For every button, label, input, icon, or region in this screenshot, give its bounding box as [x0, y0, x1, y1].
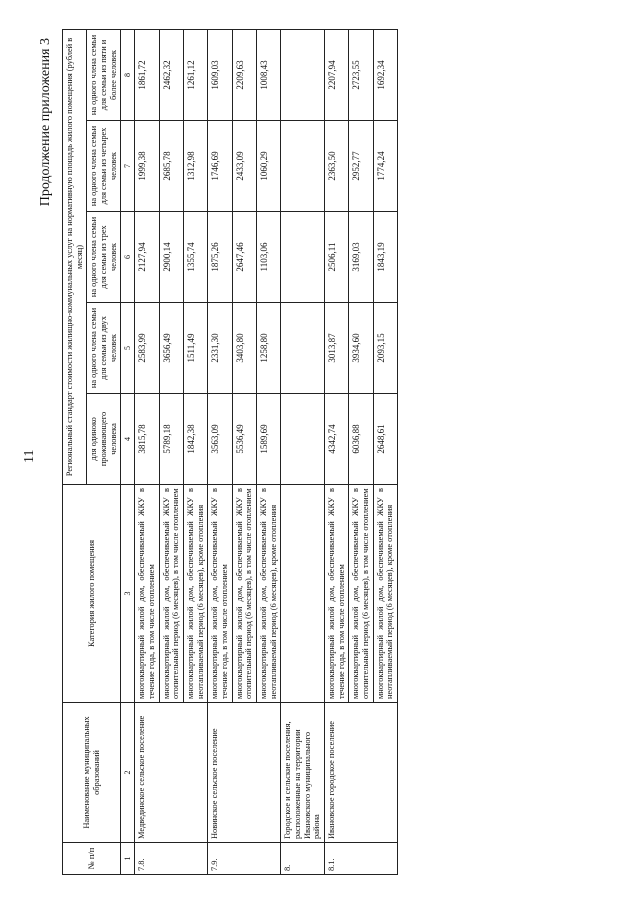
row-category: многоквартирный жилой дом, обеспечиваемый ЖКУ в течение года, в том числе отоплением [135, 485, 159, 703]
col-number-7: 7 [121, 121, 135, 212]
row-value-2: 1258,80 [257, 303, 281, 394]
row-value-5: 2723,55 [349, 30, 373, 121]
row-value-1: 3815,78 [135, 394, 159, 485]
col-number-1: 1 [121, 843, 135, 875]
page-number: 11 [22, 449, 37, 463]
table-row [373, 30, 397, 875]
row-value-4: 1999,38 [135, 121, 159, 212]
table-row [135, 30, 159, 875]
appendix-title: Продолжение приложения 3 [38, 38, 53, 207]
row-value-1: 4342,74 [324, 394, 348, 485]
row-value-5: 2462,32 [159, 30, 183, 121]
header-sub-2: на одного члена семьи для семьи из двух человек [87, 303, 121, 394]
row-value-5: 2209,63 [232, 30, 256, 121]
col-number-5: 5 [121, 303, 135, 394]
table-row [232, 30, 256, 875]
row-code [373, 843, 397, 875]
row-value-1 [281, 394, 325, 485]
row-value-1: 1589,69 [257, 394, 281, 485]
row-municipality [159, 703, 183, 843]
row-code [257, 843, 281, 875]
row-value-2: 3656,49 [159, 303, 183, 394]
row-code [184, 843, 208, 875]
table-row [324, 30, 348, 875]
table-row [184, 30, 208, 875]
row-value-1: 1842,38 [184, 394, 208, 485]
row-value-3: 1875,26 [208, 212, 232, 303]
row-category: многоквартирный жилой дом, обеспечиваемый ЖКУ в неотапливаемый период (6 месяцев), кроме отопления [184, 485, 208, 703]
row-value-3: 2506,11 [324, 212, 348, 303]
col-number-4: 4 [121, 394, 135, 485]
row-value-4: 2433,09 [232, 121, 256, 212]
row-municipality [373, 703, 397, 843]
row-code: 8.1. [324, 843, 348, 875]
header-sub-4: на одного члена семьи для семьи из четырех человек [87, 121, 121, 212]
row-value-4: 1746,69 [208, 121, 232, 212]
row-category: многоквартирный жилой дом, обеспечиваемый ЖКУ в течение года, в том числе отоплением [324, 485, 348, 703]
row-value-4: 2952,77 [349, 121, 373, 212]
row-code [159, 843, 183, 875]
table-row [159, 30, 183, 875]
row-value-5: 1861,72 [135, 30, 159, 121]
row-value-2: 3013,87 [324, 303, 348, 394]
row-category: многоквартирный жилой дом, обеспечиваемый ЖКУ в неотапливаемый период (6 месяцев), кроме отопления [373, 485, 397, 703]
col-number-6: 6 [121, 212, 135, 303]
header-sub-3: на одного члена семьи для семьи из трех человек [87, 212, 121, 303]
header-standard-group: Региональный стандарт стоимости жилищно-коммунальных услуг на нормативную площадь жилого помещения (рублей в месяц) [63, 30, 87, 485]
table-row [257, 30, 281, 875]
row-value-3 [281, 212, 325, 303]
table-row [349, 30, 373, 875]
row-value-2: 2583,99 [135, 303, 159, 394]
row-value-1: 3563,09 [208, 394, 232, 485]
row-value-4: 1774,24 [373, 121, 397, 212]
row-value-5: 1008,43 [257, 30, 281, 121]
row-value-2 [281, 303, 325, 394]
row-municipality: Медвединское сельское поселение [135, 703, 159, 843]
row-value-3: 2647,46 [232, 212, 256, 303]
header-number: № п/п [63, 843, 121, 875]
row-value-4 [281, 121, 325, 212]
row-category: многоквартирный жилой дом, обеспечиваемый ЖКУ в течение года, в том числе отоплением [208, 485, 232, 703]
row-value-1: 5536,49 [232, 394, 256, 485]
row-value-4: 1060,29 [257, 121, 281, 212]
col-number-3: 3 [121, 485, 135, 703]
row-value-1: 5789,18 [159, 394, 183, 485]
row-value-2: 2093,15 [373, 303, 397, 394]
row-value-2: 3934,60 [349, 303, 373, 394]
row-value-3: 1843,19 [373, 212, 397, 303]
row-category [281, 485, 325, 703]
table-row [281, 30, 325, 875]
row-municipality [257, 703, 281, 843]
row-category: многоквартирный жилой дом, обеспечиваемый ЖКУ в отопительный период (6 месяцев), в том числе отоплением [232, 485, 256, 703]
row-municipality [184, 703, 208, 843]
row-municipality: Ивановское городское поселение [324, 703, 348, 843]
row-code [232, 843, 256, 875]
row-municipality [232, 703, 256, 843]
standards-table [62, 29, 398, 875]
row-value-5: 1692,34 [373, 30, 397, 121]
row-code: 8. [281, 843, 325, 875]
row-value-3: 3169,03 [349, 212, 373, 303]
row-value-2: 1511,49 [184, 303, 208, 394]
row-category: многоквартирный жилой дом, обеспечиваемый ЖКУ в отопительный период (6 месяцев), в том числе отоплением [349, 485, 373, 703]
header-municipality: Наименование муниципальных образований [63, 703, 121, 843]
row-value-3: 2900,14 [159, 212, 183, 303]
row-value-5 [281, 30, 325, 121]
row-value-1: 6036,88 [349, 394, 373, 485]
header-sub-5: на одного члена семьи для семьи из пяти и более человек [87, 30, 121, 121]
table-row [208, 30, 232, 875]
row-value-1: 2648,61 [373, 394, 397, 485]
row-value-4: 1312,98 [184, 121, 208, 212]
row-value-3: 1355,74 [184, 212, 208, 303]
row-value-3: 2127,94 [135, 212, 159, 303]
row-value-2: 3403,80 [232, 303, 256, 394]
row-code [349, 843, 373, 875]
row-value-5: 1261,12 [184, 30, 208, 121]
row-code: 7.8. [135, 843, 159, 875]
row-value-5: 2207,94 [324, 30, 348, 121]
row-category: многоквартирный жилой дом, обеспечиваемый ЖКУ в отопительный период (6 месяцев), в том числе отоплением [159, 485, 183, 703]
row-municipality [349, 703, 373, 843]
row-value-3: 1103,06 [257, 212, 281, 303]
row-code: 7.9. [208, 843, 232, 875]
col-number-2: 2 [121, 703, 135, 843]
row-value-5: 1609,03 [208, 30, 232, 121]
row-municipality: Городское и сельские поселения, расположенные на территории Ивановского муниципального района [281, 703, 325, 843]
col-number-8: 8 [121, 30, 135, 121]
header-category: Категория жилого помещения [63, 485, 121, 703]
row-value-2: 2331,30 [208, 303, 232, 394]
row-value-4: 2685,78 [159, 121, 183, 212]
row-value-4: 2363,50 [324, 121, 348, 212]
header-sub-1: для одиноко проживающего человека [87, 394, 121, 485]
row-municipality: Новинское сельское поселение [208, 703, 232, 843]
row-category: многоквартирный жилой дом, обеспечиваемый ЖКУ в неотапливаемый период (6 месяцев), кроме отопления [257, 485, 281, 703]
